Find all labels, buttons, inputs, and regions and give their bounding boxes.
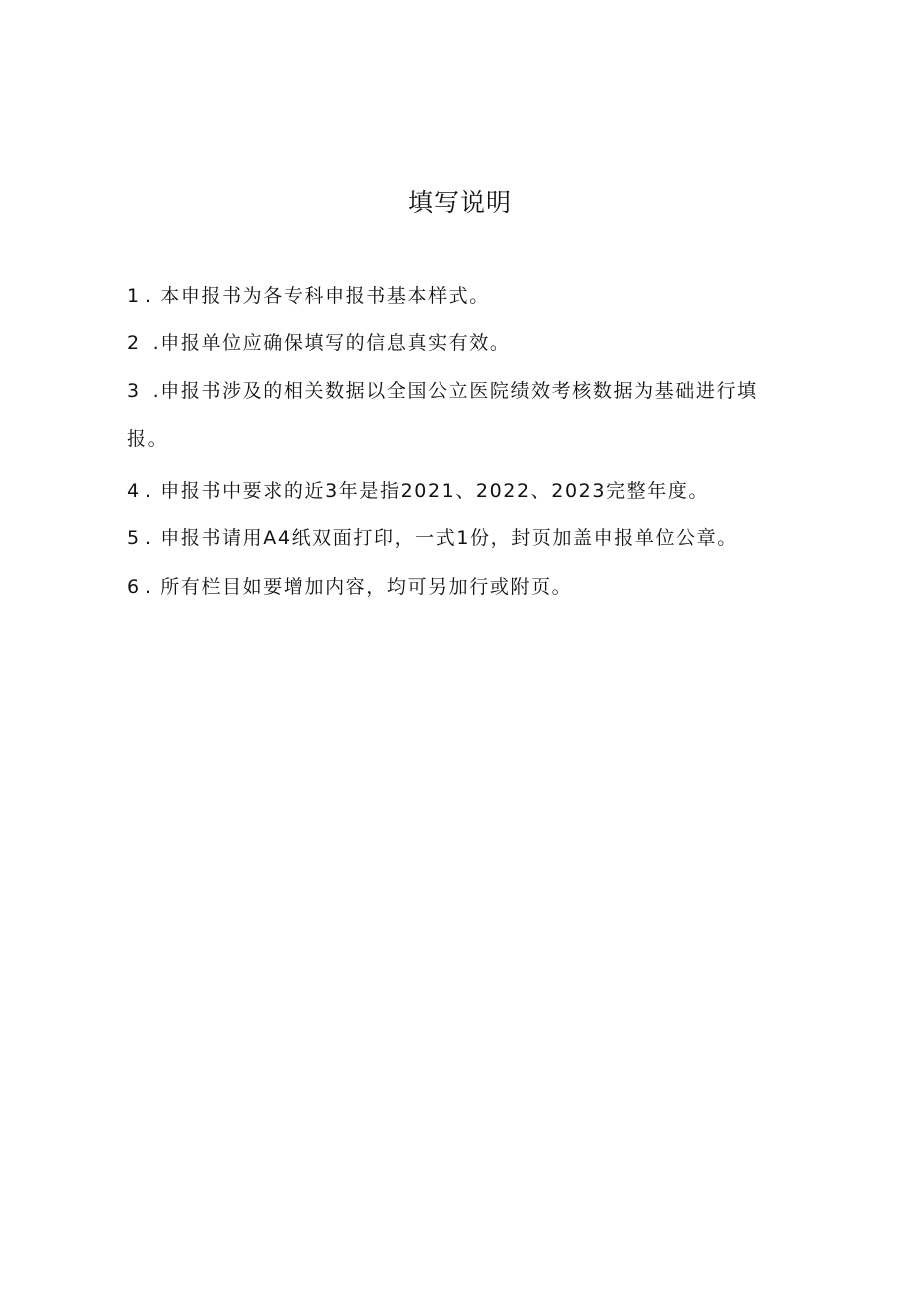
instruction-item-3 xyxy=(127,378,758,404)
item-text: . 所有栏目如要增加内容，均可另加行或附页。 xyxy=(145,576,573,598)
item-text: . 申报书中要求的近3年是指2021、2022、2023完整年度。 xyxy=(145,480,710,502)
item-number: 4 xyxy=(127,480,141,502)
item-number: 3 xyxy=(127,380,141,402)
item-text: . 申报书请用A4纸双面打印，一式1份，封页加盖申报单位公章。 xyxy=(145,527,738,549)
page-title: 填写说明 xyxy=(407,188,512,217)
item-text-continuation: 报。 xyxy=(127,428,169,450)
instruction-item-2 xyxy=(127,330,510,356)
item-number: 1 xyxy=(127,285,141,307)
item-text: .申报书涉及的相关数据以全国公立医院绩效考核数据为基础进行填 xyxy=(145,380,758,402)
item-text: . 本申报书为各专科申报书基本样式。 xyxy=(145,285,490,307)
instruction-item-3-continuation xyxy=(127,426,168,452)
item-number: 6 xyxy=(127,576,141,598)
instruction-item-5 xyxy=(127,525,738,551)
instruction-item-1 xyxy=(127,283,490,309)
instruction-item-6 xyxy=(127,574,572,600)
instruction-item-4 xyxy=(127,478,709,504)
item-text: .申报单位应确保填写的信息真实有效。 xyxy=(145,332,511,354)
item-number: 5 xyxy=(127,527,141,549)
item-number: 2 xyxy=(127,332,141,354)
